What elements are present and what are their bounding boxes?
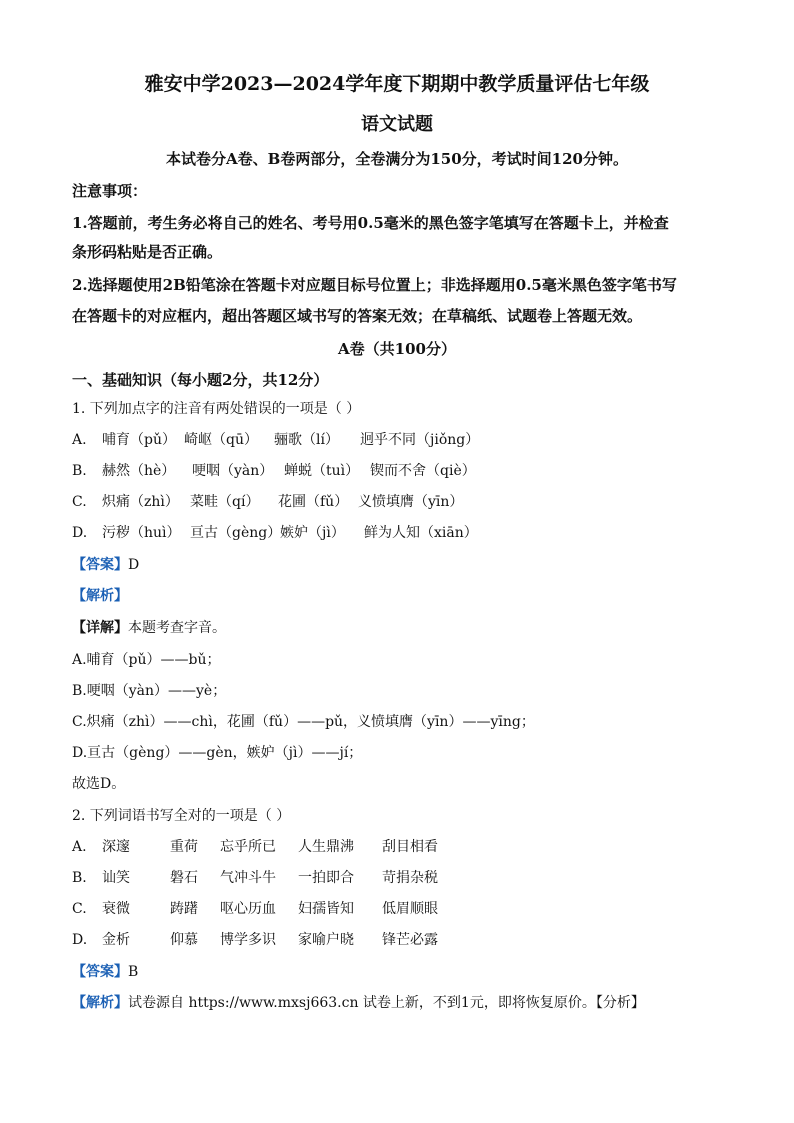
option-item: 菜畦（qí）	[190, 494, 260, 510]
analysis-tag: 【解析】	[72, 995, 128, 1011]
option-item: 妇孺皆知	[298, 901, 354, 917]
notice-item1-line1: 1.答题前，考生务必将自己的姓名、考号用0.5毫米的黑色签字笔填写在答题卡上，并检查	[72, 214, 669, 232]
q2-option-b	[72, 868, 732, 888]
option-item: 深邃	[102, 839, 130, 855]
option-item: 锲而不舍（qiè）	[370, 463, 476, 479]
option-label: C.	[72, 494, 87, 510]
option-label: C.	[72, 901, 87, 917]
option-item: 家喻户晓	[298, 932, 354, 948]
exam-title: 雅安中学2023—2024学年度下期期中教学质量评估七年级	[144, 73, 650, 95]
q1-answer	[72, 555, 732, 575]
option-item: 一拍即合	[298, 870, 354, 886]
option-item: 刮目相看	[382, 839, 438, 855]
notice-item2-line2: 在答题卡的对应框内，超出答题区域书写的答案无效；在草稿纸、试题卷上答题无效。	[72, 307, 643, 325]
exam-intro: 本试卷分A卷、B卷两部分，全卷满分为150分，考试时间120分钟。	[166, 150, 628, 168]
option-item: 锋芒必露	[382, 932, 438, 948]
option-label: B.	[72, 870, 87, 886]
q1-detail-line-c: C.炽痛（zhì）——chì，花圃（fǔ）——pǔ，义愤填膺（yīn）——yīng；	[72, 714, 535, 730]
option-item: 哺育（pǔ）	[102, 432, 176, 448]
option-item: 苛捐杂税	[382, 870, 438, 886]
option-item: 重荷	[170, 839, 198, 855]
option-item: 花圃（fǔ）	[278, 494, 349, 510]
option-item: 气冲斗牛	[220, 870, 276, 886]
q1-option-d	[72, 523, 732, 543]
q2-option-c	[72, 899, 732, 919]
answer-value: B	[128, 964, 139, 980]
notice-heading: 注意事项：	[72, 182, 148, 200]
q2-option-d	[72, 930, 732, 950]
option-item: 呕心历血	[220, 901, 276, 917]
notice-item2-line1: 2.选择题使用2B铅笔涂在答题卡对应题目标号位置上；非选择题用0.5毫米黑色签字笔书写	[72, 276, 677, 294]
q2-answer	[72, 962, 732, 982]
detail-tag: 【详解】	[72, 620, 128, 636]
answer-tag: 【答案】	[72, 557, 128, 573]
option-item: 讪笑	[102, 870, 130, 886]
option-item: 磐石	[170, 870, 198, 886]
q1-conclusion: 故选D。	[72, 776, 126, 792]
detail-intro: 本题考查字音。	[128, 620, 226, 636]
option-item: 炽痛（zhì）	[102, 494, 179, 510]
q1-stem: 1. 下列加点字的注音有两处错误的一项是（ ）	[72, 401, 361, 417]
answer-tag: 【答案】	[72, 964, 128, 980]
option-item: 踌躇	[170, 901, 198, 917]
option-label: A.	[72, 432, 87, 448]
option-item: 博学多识	[220, 932, 276, 948]
q1-detail-line-b: B.哽咽（yàn）——yè；	[72, 683, 227, 699]
option-label: D.	[72, 932, 88, 948]
notice-item1-line2: 条形码粘贴是否正确。	[72, 243, 223, 261]
option-item: 衰微	[102, 901, 130, 917]
option-item: 赫然（hè）	[102, 463, 176, 479]
q1-detail-line-a: A.哺育（pǔ）——bǔ；	[72, 652, 221, 668]
option-item: 仰慕	[170, 932, 198, 948]
option-item: 崎岖（qū）	[184, 432, 258, 448]
option-label: B.	[72, 463, 87, 479]
option-item: 人生鼎沸	[298, 839, 354, 855]
q1-option-b	[72, 461, 732, 481]
option-label: A.	[72, 839, 87, 855]
option-label: D.	[72, 525, 88, 541]
option-item: 污秽（huì）	[102, 525, 181, 541]
section-a-heading: A卷（共100分）	[338, 340, 456, 358]
option-item: 亘古（gèng）	[190, 525, 282, 541]
q2-stem: 2. 下列词语书写全对的一项是（ ）	[72, 808, 291, 824]
option-item: 迥乎不同（jiǒng）	[360, 432, 480, 448]
q1-detail	[72, 618, 732, 638]
subject-title: 语文试题	[361, 114, 433, 135]
part1-heading: 一、基础知识（每小题2分，共12分）	[72, 371, 329, 389]
analysis-tag: 【解析】	[72, 588, 128, 604]
q2-analysis	[72, 993, 732, 1013]
q1-detail-line-d: D.亘古（gèng）——gèn，嫉妒（jì）——jí；	[72, 745, 363, 761]
option-item: 嫉妒（jì）	[280, 525, 345, 541]
option-item: 义愤填膺（yīn）	[358, 494, 464, 510]
option-item: 哽咽（yàn）	[192, 463, 274, 479]
option-item: 低眉顺眼	[382, 901, 438, 917]
option-item: 蝉蜕（tuì）	[284, 463, 360, 479]
q2-option-a	[72, 837, 732, 857]
answer-value: D	[128, 557, 140, 573]
source-footer-text: 试卷源自 https://www.mxsj663.cn 试卷上新，不到1元，即将恢复原价。【分析】	[128, 995, 645, 1011]
option-item: 金析	[102, 932, 130, 948]
q1-option-c	[72, 492, 732, 512]
option-item: 忘乎所已	[220, 839, 276, 855]
option-item: 骊歌（lí）	[274, 432, 339, 448]
option-item: 鲜为人知（xiān）	[364, 525, 478, 541]
q1-option-a	[72, 430, 732, 450]
q1-analysis	[72, 586, 732, 606]
